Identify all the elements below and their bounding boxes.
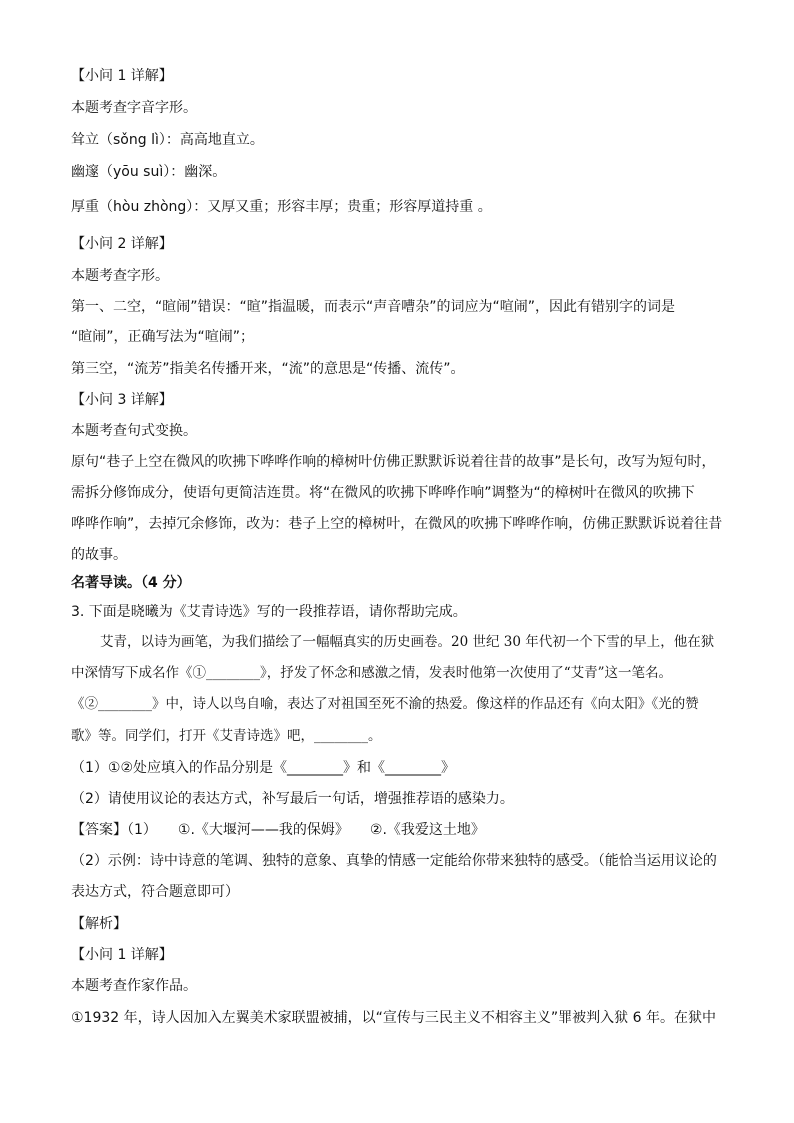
section-heading: 名著导读。（4 分） (71, 575, 191, 591)
subquestion-2-heading: 【小问 2 详解】 (71, 236, 173, 252)
paragraph: 的故事。 (71, 547, 127, 563)
paragraph: 本题考查字形。 (71, 268, 169, 284)
paragraph: 厚重（hòu zhòng）：又厚又重；形容丰厚；贵重；形容厚道持重 。 (71, 199, 492, 215)
question-3-prompt: 3. 下面是晓曦为《艾青诗选》写的一段推荐语，请你帮助完成。 (71, 604, 467, 620)
question-item-2: （2）请使用议论的表达方式，补写最后一句话，增强推荐语的感染力。 (71, 791, 514, 807)
paragraph: 本题考查字音字形。 (71, 100, 197, 116)
answer-line: 表达方式，符合题意即可） (71, 884, 239, 900)
answer-line: （2）示例：诗中诗意的笔调、独特的意象、真挚的情感一定能给你带来独特的感受。（能恰当运用议论的 (71, 853, 717, 869)
subquestion-1-heading: 【小问 1 详解】 (71, 947, 173, 963)
paragraph: 第一、二空，“暄闹”错误：“暄”指温暖，而表示“声音嘈杂”的词应为“喧闹”，因此有错别字的词是 (71, 299, 676, 315)
analysis-heading: 【解析】 (71, 916, 127, 932)
subquestion-1-heading: 【小问 1 详解】 (71, 68, 173, 84)
paragraph: 第三空，“流芳”指美名传播开来，“流”的意思是“传播、流传”。 (71, 361, 465, 377)
subquestion-3-heading: 【小问 3 详解】 (71, 392, 173, 408)
paragraph: ①1932 年，诗人因加入左翼美术家联盟被捕，以“宣传与三民主义不相容主义”罪被判入狱 6 年。在狱中 (71, 1010, 716, 1026)
recommendation-passage: 艾青，以诗为画笔，为我们描绘了一幅幅真实的历史画卷。20 世纪 30 年代初一个下雪的早上，他在狱 (100, 634, 715, 650)
paragraph: 耸立（sǒng lì）：高高地直立。 (71, 132, 264, 148)
recommendation-passage: 《②________》中，诗人以鸟自喻，表达了对祖国至死不渝的热爱。像这样的作品还有《向太阳》《光的赞 (71, 696, 699, 712)
question-item-1: （1）①②处应填入的作品分别是《________》和《________》 (71, 760, 456, 776)
recommendation-passage: 歌》等。同学们，打开《艾青诗选》吧，________。 (71, 728, 382, 744)
paragraph: 本题考查句式变换。 (71, 423, 197, 439)
paragraph: 需拆分修饰成分，使语句更简洁连贯。将“在微风的吹拂下哗哗作响”调整为“的樟树叶在微风的吹拂下 (71, 485, 695, 501)
paragraph: 幽邃（yōu suì）：幽深。 (71, 164, 227, 180)
paragraph: 原句“巷子上空在微风的吹拂下哗哗作响的樟树叶仿佛正默默诉说着往昔的故事”是长句，改写为短句时， (71, 454, 716, 470)
paragraph: 本题考查作家作品。 (71, 978, 197, 994)
paragraph: “暄闹”，正确写法为“喧闹”； (71, 329, 255, 345)
answer-line: 【答案】（1） ①.《大堰河——我的保姆》 ②.《我爱这土地》 (71, 822, 485, 838)
recommendation-passage: 中深情写下成名作《①________》，抒发了怀念和感激之情，发表时他第一次使用了“艾青”这一笔名。 (71, 665, 673, 681)
paragraph: 哗哗作响”，去掉冗余修饰，改为：巷子上空的樟树叶，在微风的吹拂下哗哗作响，仿佛正默默诉说着往昔 (71, 516, 723, 532)
